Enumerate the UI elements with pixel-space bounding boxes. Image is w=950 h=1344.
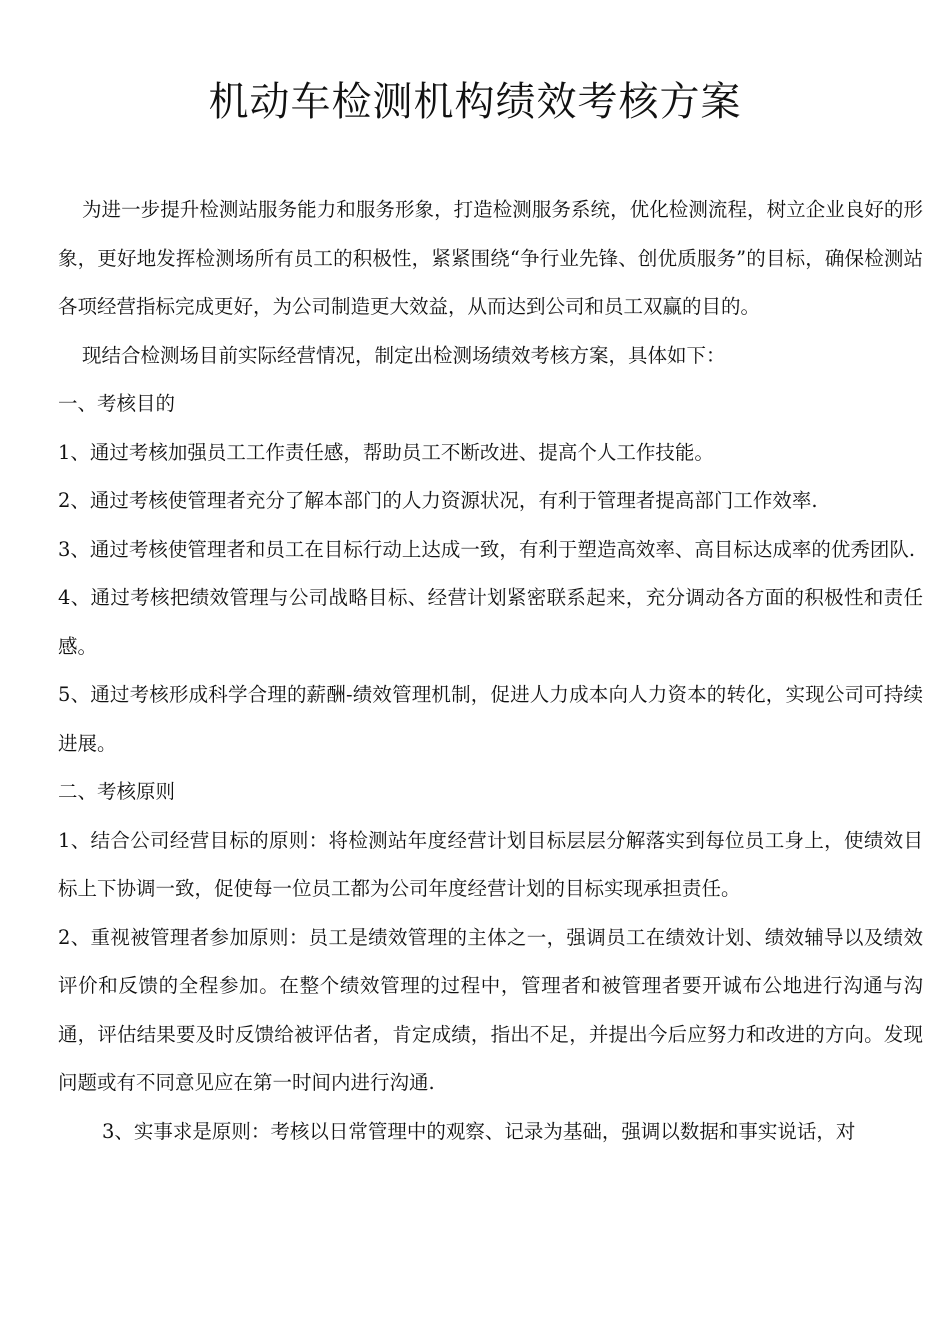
list-item: 5、通过考核形成科学合理的薪酬-绩效管理机制，促进人力成本向人力资本的转化，实现公司可持续进展。 (58, 683, 923, 755)
section-heading: 一、考核目的 (58, 392, 176, 415)
list-item: 3、通过考核使管理者和员工在目标行动上达成一致，有利于塑造高效率、高目标达成率的优秀团队. (58, 537, 916, 561)
list-item: 4、通过考核把绩效管理与公司战略目标、经营计划紧密联系起来，充分调动各方面的积极性和责任感。 (58, 586, 923, 658)
list-item: 3、实事求是原则：考核以日常管理中的观察、记录为基础，强调以数据和事实说话，对 (102, 1119, 856, 1143)
document-body (58, 186, 923, 1156)
list-item: 2、通过考核使管理者充分了解本部门的人力资源状况，有利于管理者提高部门工作效率. (58, 489, 818, 512)
list-item: 1、通过考核加强员工工作责任感，帮助员工不断改进、提高个人工作技能。 (58, 440, 714, 464)
document-title: 机动车检测机构绩效考核方案 (208, 79, 742, 125)
intro-paragraph: 现结合检测场目前实际经营情况，制定出检测场绩效考核方案，具体如下： (82, 343, 726, 367)
section-heading: 二、考核原则 (58, 780, 176, 803)
intro-paragraph: 为进一步提升检测站服务能力和服务形象，打造检测服务系统，优化检测流程，树立企业良好的形象，更好地发挥检测场所有员工的积极性，紧紧围绕“争行业先锋、创优质服务”的目标，确保检测站各项经营指标完成更好，为公司制造更大效益，从而达到公司和员工双赢的目的。 (58, 198, 923, 318)
list-item: 2、重视被管理者参加原则：员工是绩效管理的主体之一，强调员工在绩效计划、绩效辅导以及绩效评价和反馈的全程参加。在整个绩效管理的过程中，管理者和被管理者要开诚布公地进行沟通与沟通，评估结果要及时反馈给被评估者，肯定成绩，指出不足，并提出今后应努力和改进的方向。发现问题或有不同意见应在第一时间内进行沟通. (58, 925, 923, 1094)
list-item: 1、结合公司经营目标的原则：将检测站年度经营计划目标层层分解落实到每位员工身上，使绩效目标上下协调一致，促使每一位员工都为公司年度经营计划的目标实现承担责任。 (58, 828, 923, 900)
